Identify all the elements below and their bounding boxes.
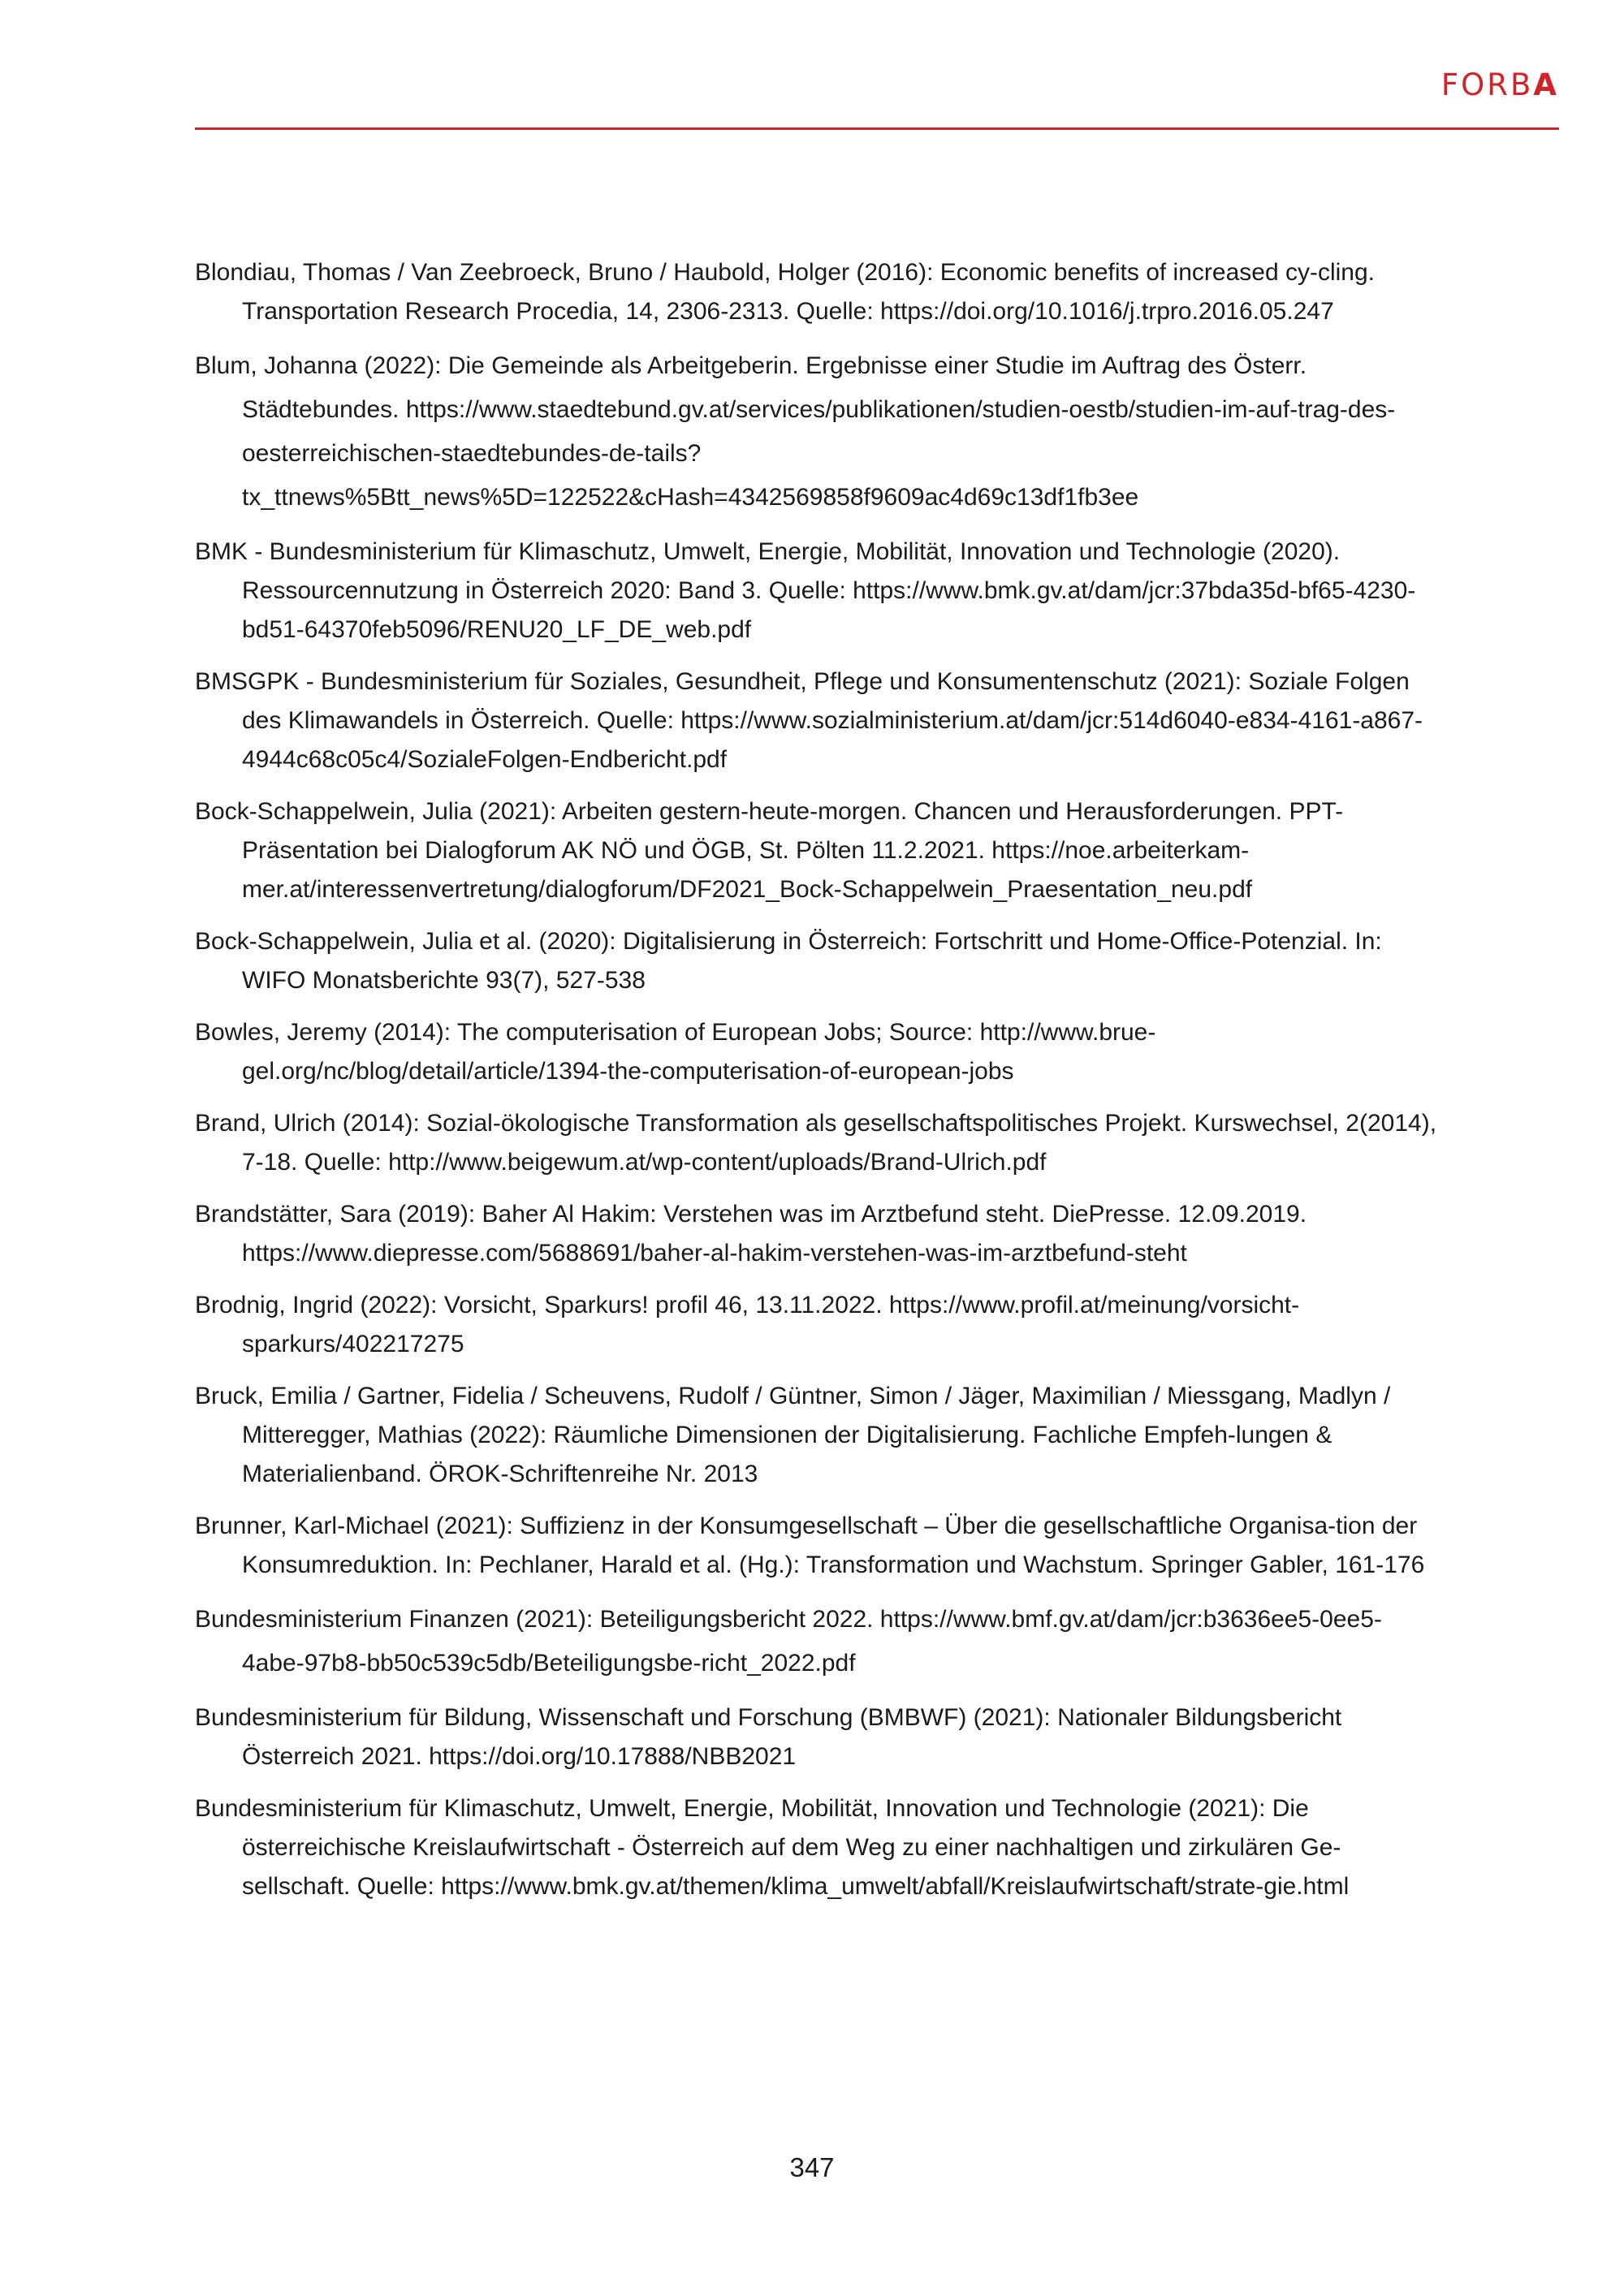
reference-entry: BMSGPK - Bundesministerium für Soziales, Gesundheit, Pflege und Konsumentenschutz (2021): Soziale Folgen des Klimawandels in Österreich. Quelle: https://www.sozialministerium.at/dam/jcr:514d6040-e834-4161-a867-4944c68c05c4/SozialeFolgen-Endbericht.pdf (195, 668, 1423, 773)
reference-entry: Bundesministerium Finanzen (2021): Beteiligungsbericht 2022. https://www.bmf.gv.at/dam/jcr:b3636ee5-0ee5-4abe-97b8-bb50c539c5db/Beteiligungsbe-richt_2022.pdf (195, 1606, 1382, 1677)
reference-entry: Bundesministerium für Klimaschutz, Umwelt, Energie, Mobilität, Innovation und Technologie (2021): Die österreichische Kreislaufwirtschaft - Österreich auf dem Weg zu einer nachhaltigen und zirkulären Ge-sellschaft. Quelle: https://www.bmk.gv.at/themen/klima_umwelt/abfall/Kreislaufwirtschaft/strate-gie.html (195, 1795, 1350, 1900)
reference-entry: Blum, Johanna (2022): Die Gemeinde als Arbeitgeberin. Ergebnisse einer Studie im Auftrag des Österr. Städtebundes. https://www.staedtebund.gv.at/services/publikationen/studien-oestb/studien-im-auf-trag-des-oesterreichischen-staedtebundes-de-tails?tx_ttnews%5Btt_news%5D=122522&cHash=4342569858f9609ac4d69c13df1fb3ee (195, 352, 1396, 511)
forba-logo (1440, 67, 1559, 102)
reference-entry: Brunner, Karl-Michael (2021): Suffizienz in der Konsumgesellschaft – Über die gesellschaftliche Organisa-tion der Konsumreduktion. In: Pechlaner, Harald et al. (Hg.): Transformation und Wachstum. Springer Gabler, 161-176 (195, 1513, 1425, 1578)
reference-entry: Bowles, Jeremy (2014): The computerisation of European Jobs; Source: http://www.brue-gel.org/nc/blog/detail/article/1394-the-computerisation-of-european-jobs (195, 1019, 1156, 1085)
header-divider (195, 127, 1559, 130)
reference-entry: Bock-Schappelwein, Julia et al. (2020): Digitalisierung in Österreich: Fortschritt und Home-Office-Potenzial. In: WIFO Monatsberichte 93(7), 527-538 (195, 928, 1382, 994)
logo-text-bold: A (1533, 67, 1559, 102)
reference-entry: Brodnig, Ingrid (2022): Vorsicht, Sparkurs! profil 46, 13.11.2022. https://www.profil.at/meinung/vorsicht-sparkurs/402217275 (195, 1292, 1300, 1357)
reference-entry: Bruck, Emilia / Gartner, Fidelia / Scheuvens, Rudolf / Güntner, Simon / Jäger, Maximilian / Miessgang, Madlyn / Mitteregger, Mathias (2022): Räumliche Dimensionen der Digitalisierung. Fachliche Empfeh-lungen & Materialienband. ÖROK-Schriftenreihe Nr. 2013 (195, 1383, 1391, 1487)
reference-list (195, 253, 1437, 1919)
reference-entry: Brand, Ulrich (2014): Sozial-ökologische Transformation als gesellschaftspolitisches Projekt. Kurswechsel, 2(2014), 7-18. Quelle: http://www.beigewum.at/wp-content/uploads/Brand-Ulrich.pdf (195, 1110, 1437, 1176)
reference-entry: Bock-Schappelwein, Julia (2021): Arbeiten gestern-heute-morgen. Chancen und Herausforderungen. PPT-Präsentation bei Dialogforum AK NÖ und ÖGB, St. Pölten 11.2.2021. https://noe.arbeiterkam-mer.at/interessenvertretung/dialogforum/DF2021_Bock-Schappelwein_Praesentation_neu.pdf (195, 798, 1344, 903)
reference-entry: BMK - Bundesministerium für Klimaschutz, Umwelt, Energie, Mobilität, Innovation und Technologie (2020). Ressourcennutzung in Österreich 2020: Band 3. Quelle: https://www.bmk.gv.at/dam/jcr:37bda35d-bf65-4230-bd51-64370feb5096/RENU20_LF_DE_web.pdf (195, 538, 1416, 643)
page-number: 347 (789, 2152, 835, 2182)
reference-entry: Brandstätter, Sara (2019): Baher Al Hakim: Verstehen was im Arztbefund steht. DiePresse. 12.09.2019. https://www.diepresse.com/5688691/baher-al-hakim-verstehen-was-im-arztbefund-steht (195, 1201, 1307, 1267)
logo-text-light: FORB (1440, 67, 1534, 102)
reference-entry: Blondiau, Thomas / Van Zeebroeck, Bruno / Haubold, Holger (2016): Economic benefits of increased cy-cling. Transportation Research Procedia, 14, 2306-2313. Quelle: https://doi.org/10.1016/j.trpro.2016.05.247 (195, 259, 1375, 325)
reference-entry: Bundesministerium für Bildung, Wissenschaft und Forschung (BMBWF) (2021): Nationaler Bildungsbericht Österreich 2021. https://doi.org/10.17888/NBB2021 (195, 1704, 1342, 1770)
